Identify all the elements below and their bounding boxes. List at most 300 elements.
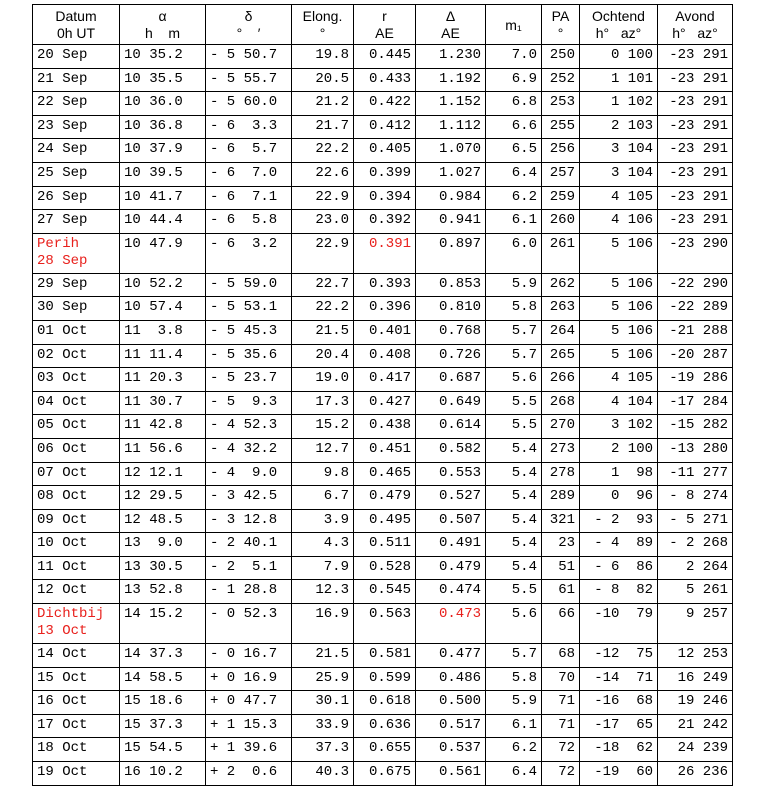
- cell-evening: - 2 268: [658, 533, 733, 557]
- header-morning: Ochtend h° az°: [580, 5, 658, 45]
- cell-date: 04 Oct: [33, 391, 120, 415]
- cell-evening: -23 291: [658, 92, 733, 116]
- cell-sun-distance: 0.445: [354, 45, 416, 69]
- header-row: [33, 5, 733, 45]
- cell-declination: - 4 32.2: [206, 438, 292, 462]
- cell-elongation: 9.8: [292, 462, 354, 486]
- cell-declination: - 3 42.5: [206, 486, 292, 510]
- table-row: [33, 738, 733, 762]
- cell-elongation: 19.8: [292, 45, 354, 69]
- table-row: [33, 162, 733, 186]
- table-row: [33, 415, 733, 439]
- cell-evening: 16 249: [658, 667, 733, 691]
- table-row: [33, 368, 733, 392]
- cell-morning: - 2 93: [580, 509, 658, 533]
- cell-date: Dichtbij 13 Oct: [33, 604, 120, 644]
- cell-position-angle: 262: [542, 273, 580, 297]
- cell-magnitude: 6.9: [486, 68, 542, 92]
- cell-elongation: 33.9: [292, 714, 354, 738]
- cell-right-ascension: 15 54.5: [120, 738, 206, 762]
- cell-magnitude: 5.4: [486, 486, 542, 510]
- cell-earth-distance: 0.810: [416, 297, 486, 321]
- cell-morning: -12 75: [580, 644, 658, 668]
- cell-right-ascension: 11 11.4: [120, 344, 206, 368]
- cell-position-angle: 256: [542, 139, 580, 163]
- cell-magnitude: 5.4: [486, 509, 542, 533]
- cell-sun-distance: 0.438: [354, 415, 416, 439]
- cell-position-angle: 72: [542, 762, 580, 786]
- cell-right-ascension: 10 35.5: [120, 68, 206, 92]
- cell-morning: 5 106: [580, 344, 658, 368]
- cell-evening: -23 290: [658, 233, 733, 273]
- cell-earth-distance: 0.561: [416, 762, 486, 786]
- cell-evening: 5 261: [658, 580, 733, 604]
- cell-position-angle: 71: [542, 714, 580, 738]
- cell-evening: -23 291: [658, 68, 733, 92]
- cell-magnitude: 6.1: [486, 210, 542, 234]
- cell-earth-distance: 0.537: [416, 738, 486, 762]
- cell-declination: - 6 7.1: [206, 186, 292, 210]
- cell-declination: - 5 53.1: [206, 297, 292, 321]
- cell-position-angle: 257: [542, 162, 580, 186]
- cell-morning: -10 79: [580, 604, 658, 644]
- cell-position-angle: 51: [542, 556, 580, 580]
- table-body: [33, 45, 733, 786]
- cell-evening: 9 257: [658, 604, 733, 644]
- cell-morning: 3 104: [580, 139, 658, 163]
- cell-evening: -23 291: [658, 186, 733, 210]
- cell-evening: -23 291: [658, 162, 733, 186]
- cell-magnitude: 5.7: [486, 320, 542, 344]
- cell-declination: - 0 16.7: [206, 644, 292, 668]
- cell-position-angle: 265: [542, 344, 580, 368]
- cell-position-angle: 259: [542, 186, 580, 210]
- cell-morning: 1 98: [580, 462, 658, 486]
- cell-evening: -22 289: [658, 297, 733, 321]
- cell-date: 19 Oct: [33, 762, 120, 786]
- cell-morning: 5 106: [580, 233, 658, 273]
- cell-evening: - 8 274: [658, 486, 733, 510]
- cell-magnitude: 5.8: [486, 667, 542, 691]
- cell-right-ascension: 10 57.4: [120, 297, 206, 321]
- table-row: [33, 556, 733, 580]
- cell-position-angle: 71: [542, 691, 580, 715]
- cell-earth-distance: 0.687: [416, 368, 486, 392]
- cell-position-angle: 250: [542, 45, 580, 69]
- cell-evening: -15 282: [658, 415, 733, 439]
- cell-elongation: 12.3: [292, 580, 354, 604]
- cell-right-ascension: 11 30.7: [120, 391, 206, 415]
- cell-earth-distance: 1.230: [416, 45, 486, 69]
- cell-morning: 2 103: [580, 115, 658, 139]
- cell-date: 30 Sep: [33, 297, 120, 321]
- cell-position-angle: 268: [542, 391, 580, 415]
- cell-right-ascension: 10 35.2: [120, 45, 206, 69]
- cell-elongation: 12.7: [292, 438, 354, 462]
- cell-morning: 4 105: [580, 368, 658, 392]
- cell-declination: - 4 9.0: [206, 462, 292, 486]
- table-row: [33, 139, 733, 163]
- cell-sun-distance: 0.563: [354, 604, 416, 644]
- cell-magnitude: 5.4: [486, 556, 542, 580]
- cell-earth-distance: 0.473: [416, 604, 486, 644]
- cell-elongation: 6.7: [292, 486, 354, 510]
- cell-right-ascension: 13 30.5: [120, 556, 206, 580]
- cell-evening: - 5 271: [658, 509, 733, 533]
- cell-elongation: 22.6: [292, 162, 354, 186]
- cell-position-angle: 278: [542, 462, 580, 486]
- cell-right-ascension: 15 37.3: [120, 714, 206, 738]
- cell-declination: + 0 16.9: [206, 667, 292, 691]
- cell-magnitude: 5.8: [486, 297, 542, 321]
- cell-right-ascension: 14 15.2: [120, 604, 206, 644]
- cell-date: 29 Sep: [33, 273, 120, 297]
- cell-morning: 2 100: [580, 438, 658, 462]
- cell-sun-distance: 0.433: [354, 68, 416, 92]
- cell-elongation: 22.9: [292, 186, 354, 210]
- cell-date: 15 Oct: [33, 667, 120, 691]
- cell-magnitude: 6.2: [486, 738, 542, 762]
- cell-evening: -20 287: [658, 344, 733, 368]
- table-row: [33, 580, 733, 604]
- cell-magnitude: 6.6: [486, 115, 542, 139]
- cell-magnitude: 6.8: [486, 92, 542, 116]
- cell-right-ascension: 10 52.2: [120, 273, 206, 297]
- cell-sun-distance: 0.396: [354, 297, 416, 321]
- cell-date: 11 Oct: [33, 556, 120, 580]
- cell-right-ascension: 12 12.1: [120, 462, 206, 486]
- cell-date: 26 Sep: [33, 186, 120, 210]
- cell-right-ascension: 10 47.9: [120, 233, 206, 273]
- cell-declination: - 6 5.8: [206, 210, 292, 234]
- cell-morning: 4 106: [580, 210, 658, 234]
- table-row: [33, 604, 733, 644]
- cell-date: 18 Oct: [33, 738, 120, 762]
- cell-sun-distance: 0.401: [354, 320, 416, 344]
- cell-declination: - 0 52.3: [206, 604, 292, 644]
- cell-sun-distance: 0.636: [354, 714, 416, 738]
- table-row: [33, 320, 733, 344]
- cell-elongation: 17.3: [292, 391, 354, 415]
- cell-declination: - 2 40.1: [206, 533, 292, 557]
- cell-magnitude: 5.7: [486, 344, 542, 368]
- header-elongation: Elong. °: [292, 5, 354, 45]
- cell-right-ascension: 13 9.0: [120, 533, 206, 557]
- cell-declination: - 6 3.2: [206, 233, 292, 273]
- table-row: [33, 462, 733, 486]
- cell-earth-distance: 0.477: [416, 644, 486, 668]
- header-evening: Avond h° az°: [658, 5, 733, 45]
- cell-date: 05 Oct: [33, 415, 120, 439]
- cell-elongation: 20.4: [292, 344, 354, 368]
- cell-evening: -21 288: [658, 320, 733, 344]
- ephemeris-table: [32, 4, 733, 786]
- table-row: [33, 233, 733, 273]
- cell-evening: -19 286: [658, 368, 733, 392]
- header-declination: δ ° ′: [206, 5, 292, 45]
- table-row: [33, 92, 733, 116]
- cell-date: 14 Oct: [33, 644, 120, 668]
- header-right-ascension: α h m: [120, 5, 206, 45]
- header-magnitude: m₁: [486, 5, 542, 45]
- cell-sun-distance: 0.675: [354, 762, 416, 786]
- cell-sun-distance: 0.417: [354, 368, 416, 392]
- cell-position-angle: 264: [542, 320, 580, 344]
- cell-sun-distance: 0.422: [354, 92, 416, 116]
- cell-declination: - 6 5.7: [206, 139, 292, 163]
- cell-magnitude: 5.6: [486, 368, 542, 392]
- cell-earth-distance: 0.582: [416, 438, 486, 462]
- cell-position-angle: 266: [542, 368, 580, 392]
- cell-date: 10 Oct: [33, 533, 120, 557]
- cell-morning: 5 106: [580, 320, 658, 344]
- cell-declination: - 3 12.8: [206, 509, 292, 533]
- cell-magnitude: 7.0: [486, 45, 542, 69]
- cell-sun-distance: 0.391: [354, 233, 416, 273]
- cell-morning: -19 60: [580, 762, 658, 786]
- cell-morning: 3 102: [580, 415, 658, 439]
- cell-sun-distance: 0.618: [354, 691, 416, 715]
- cell-morning: -17 65: [580, 714, 658, 738]
- cell-elongation: 20.5: [292, 68, 354, 92]
- cell-right-ascension: 10 41.7: [120, 186, 206, 210]
- cell-elongation: 22.9: [292, 233, 354, 273]
- cell-earth-distance: 0.941: [416, 210, 486, 234]
- cell-declination: - 6 7.0: [206, 162, 292, 186]
- cell-declination: - 5 59.0: [206, 273, 292, 297]
- cell-morning: - 6 86: [580, 556, 658, 580]
- cell-date: 23 Sep: [33, 115, 120, 139]
- cell-position-angle: 61: [542, 580, 580, 604]
- cell-evening: 19 246: [658, 691, 733, 715]
- cell-morning: 5 106: [580, 297, 658, 321]
- cell-elongation: 7.9: [292, 556, 354, 580]
- cell-evening: 24 239: [658, 738, 733, 762]
- table-row: [33, 691, 733, 715]
- cell-magnitude: 5.4: [486, 462, 542, 486]
- cell-earth-distance: 0.768: [416, 320, 486, 344]
- cell-position-angle: 252: [542, 68, 580, 92]
- cell-sun-distance: 0.599: [354, 667, 416, 691]
- cell-declination: - 5 55.7: [206, 68, 292, 92]
- cell-date: 03 Oct: [33, 368, 120, 392]
- table-row: [33, 344, 733, 368]
- cell-date: 01 Oct: [33, 320, 120, 344]
- cell-right-ascension: 14 58.5: [120, 667, 206, 691]
- table-row: [33, 115, 733, 139]
- cell-sun-distance: 0.479: [354, 486, 416, 510]
- cell-sun-distance: 0.581: [354, 644, 416, 668]
- cell-evening: -17 284: [658, 391, 733, 415]
- cell-date: 25 Sep: [33, 162, 120, 186]
- cell-right-ascension: 10 36.8: [120, 115, 206, 139]
- cell-right-ascension: 11 56.6: [120, 438, 206, 462]
- cell-elongation: 30.1: [292, 691, 354, 715]
- cell-declination: - 6 3.3: [206, 115, 292, 139]
- table-row: [33, 533, 733, 557]
- cell-date: 21 Sep: [33, 68, 120, 92]
- cell-date: 12 Oct: [33, 580, 120, 604]
- cell-morning: -14 71: [580, 667, 658, 691]
- cell-declination: - 2 5.1: [206, 556, 292, 580]
- cell-elongation: 37.3: [292, 738, 354, 762]
- cell-date: 17 Oct: [33, 714, 120, 738]
- header-sun-distance: r AE: [354, 5, 416, 45]
- cell-right-ascension: 14 37.3: [120, 644, 206, 668]
- table-row: [33, 68, 733, 92]
- table-row: [33, 509, 733, 533]
- cell-right-ascension: 15 18.6: [120, 691, 206, 715]
- cell-magnitude: 6.0: [486, 233, 542, 273]
- cell-morning: 3 104: [580, 162, 658, 186]
- cell-date: 08 Oct: [33, 486, 120, 510]
- cell-magnitude: 5.4: [486, 533, 542, 557]
- cell-elongation: 16.9: [292, 604, 354, 644]
- cell-evening: 2 264: [658, 556, 733, 580]
- cell-elongation: 22.2: [292, 297, 354, 321]
- cell-sun-distance: 0.408: [354, 344, 416, 368]
- cell-evening: -23 291: [658, 115, 733, 139]
- table-row: [33, 297, 733, 321]
- cell-earth-distance: 0.507: [416, 509, 486, 533]
- cell-date: 24 Sep: [33, 139, 120, 163]
- cell-earth-distance: 1.152: [416, 92, 486, 116]
- cell-right-ascension: 10 36.0: [120, 92, 206, 116]
- cell-evening: -23 291: [658, 45, 733, 69]
- cell-earth-distance: 0.486: [416, 667, 486, 691]
- table-row: [33, 273, 733, 297]
- cell-evening: -22 290: [658, 273, 733, 297]
- cell-earth-distance: 0.527: [416, 486, 486, 510]
- cell-position-angle: 289: [542, 486, 580, 510]
- cell-sun-distance: 0.427: [354, 391, 416, 415]
- cell-date: 09 Oct: [33, 509, 120, 533]
- cell-date: 02 Oct: [33, 344, 120, 368]
- table-row: [33, 210, 733, 234]
- cell-declination: - 5 35.6: [206, 344, 292, 368]
- cell-elongation: 21.5: [292, 644, 354, 668]
- cell-position-angle: 321: [542, 509, 580, 533]
- cell-evening: 21 242: [658, 714, 733, 738]
- table-row: [33, 486, 733, 510]
- cell-magnitude: 5.5: [486, 391, 542, 415]
- cell-morning: 1 102: [580, 92, 658, 116]
- cell-declination: + 2 0.6: [206, 762, 292, 786]
- cell-earth-distance: 1.027: [416, 162, 486, 186]
- cell-declination: - 5 23.7: [206, 368, 292, 392]
- cell-morning: 0 96: [580, 486, 658, 510]
- cell-position-angle: 68: [542, 644, 580, 668]
- cell-elongation: 15.2: [292, 415, 354, 439]
- cell-position-angle: 23: [542, 533, 580, 557]
- cell-elongation: 25.9: [292, 667, 354, 691]
- cell-right-ascension: 11 42.8: [120, 415, 206, 439]
- header-position-angle: PA °: [542, 5, 580, 45]
- cell-evening: -23 291: [658, 210, 733, 234]
- cell-declination: - 1 28.8: [206, 580, 292, 604]
- cell-position-angle: 261: [542, 233, 580, 273]
- cell-elongation: 22.7: [292, 273, 354, 297]
- cell-declination: - 5 9.3: [206, 391, 292, 415]
- cell-position-angle: 66: [542, 604, 580, 644]
- cell-magnitude: 5.6: [486, 604, 542, 644]
- cell-magnitude: 5.9: [486, 691, 542, 715]
- cell-right-ascension: 11 3.8: [120, 320, 206, 344]
- cell-right-ascension: 11 20.3: [120, 368, 206, 392]
- cell-declination: + 1 15.3: [206, 714, 292, 738]
- cell-right-ascension: 12 29.5: [120, 486, 206, 510]
- cell-declination: + 1 39.6: [206, 738, 292, 762]
- cell-elongation: 23.0: [292, 210, 354, 234]
- cell-sun-distance: 0.545: [354, 580, 416, 604]
- cell-elongation: 40.3: [292, 762, 354, 786]
- cell-date: 06 Oct: [33, 438, 120, 462]
- cell-earth-distance: 0.614: [416, 415, 486, 439]
- cell-morning: 4 104: [580, 391, 658, 415]
- cell-magnitude: 5.5: [486, 580, 542, 604]
- cell-date: 20 Sep: [33, 45, 120, 69]
- cell-magnitude: 6.1: [486, 714, 542, 738]
- cell-date: 07 Oct: [33, 462, 120, 486]
- cell-sun-distance: 0.655: [354, 738, 416, 762]
- cell-morning: -18 62: [580, 738, 658, 762]
- cell-magnitude: 6.4: [486, 162, 542, 186]
- cell-earth-distance: 0.517: [416, 714, 486, 738]
- header-earth-distance: Δ AE: [416, 5, 486, 45]
- cell-sun-distance: 0.465: [354, 462, 416, 486]
- cell-magnitude: 5.7: [486, 644, 542, 668]
- table-row: [33, 391, 733, 415]
- cell-sun-distance: 0.511: [354, 533, 416, 557]
- cell-earth-distance: 0.984: [416, 186, 486, 210]
- cell-elongation: 19.0: [292, 368, 354, 392]
- cell-morning: 5 106: [580, 273, 658, 297]
- cell-magnitude: 5.5: [486, 415, 542, 439]
- table-row: [33, 644, 733, 668]
- cell-evening: -23 291: [658, 139, 733, 163]
- cell-position-angle: 270: [542, 415, 580, 439]
- table-row: [33, 762, 733, 786]
- cell-date: Perih 28 Sep: [33, 233, 120, 273]
- cell-right-ascension: 13 52.8: [120, 580, 206, 604]
- cell-right-ascension: 10 39.5: [120, 162, 206, 186]
- cell-sun-distance: 0.405: [354, 139, 416, 163]
- cell-magnitude: 5.4: [486, 438, 542, 462]
- header-date: Datum 0h UT: [33, 5, 120, 45]
- cell-declination: - 5 60.0: [206, 92, 292, 116]
- cell-elongation: 3.9: [292, 509, 354, 533]
- cell-magnitude: 5.9: [486, 273, 542, 297]
- cell-earth-distance: 1.192: [416, 68, 486, 92]
- cell-elongation: 4.3: [292, 533, 354, 557]
- cell-earth-distance: 0.726: [416, 344, 486, 368]
- cell-morning: 0 100: [580, 45, 658, 69]
- cell-sun-distance: 0.399: [354, 162, 416, 186]
- cell-position-angle: 273: [542, 438, 580, 462]
- cell-sun-distance: 0.392: [354, 210, 416, 234]
- cell-magnitude: 6.4: [486, 762, 542, 786]
- cell-position-angle: 260: [542, 210, 580, 234]
- cell-earth-distance: 0.479: [416, 556, 486, 580]
- table-row: [33, 667, 733, 691]
- cell-elongation: 21.7: [292, 115, 354, 139]
- cell-position-angle: 72: [542, 738, 580, 762]
- cell-position-angle: 263: [542, 297, 580, 321]
- cell-evening: 12 253: [658, 644, 733, 668]
- cell-earth-distance: 0.649: [416, 391, 486, 415]
- cell-right-ascension: 16 10.2: [120, 762, 206, 786]
- cell-position-angle: 70: [542, 667, 580, 691]
